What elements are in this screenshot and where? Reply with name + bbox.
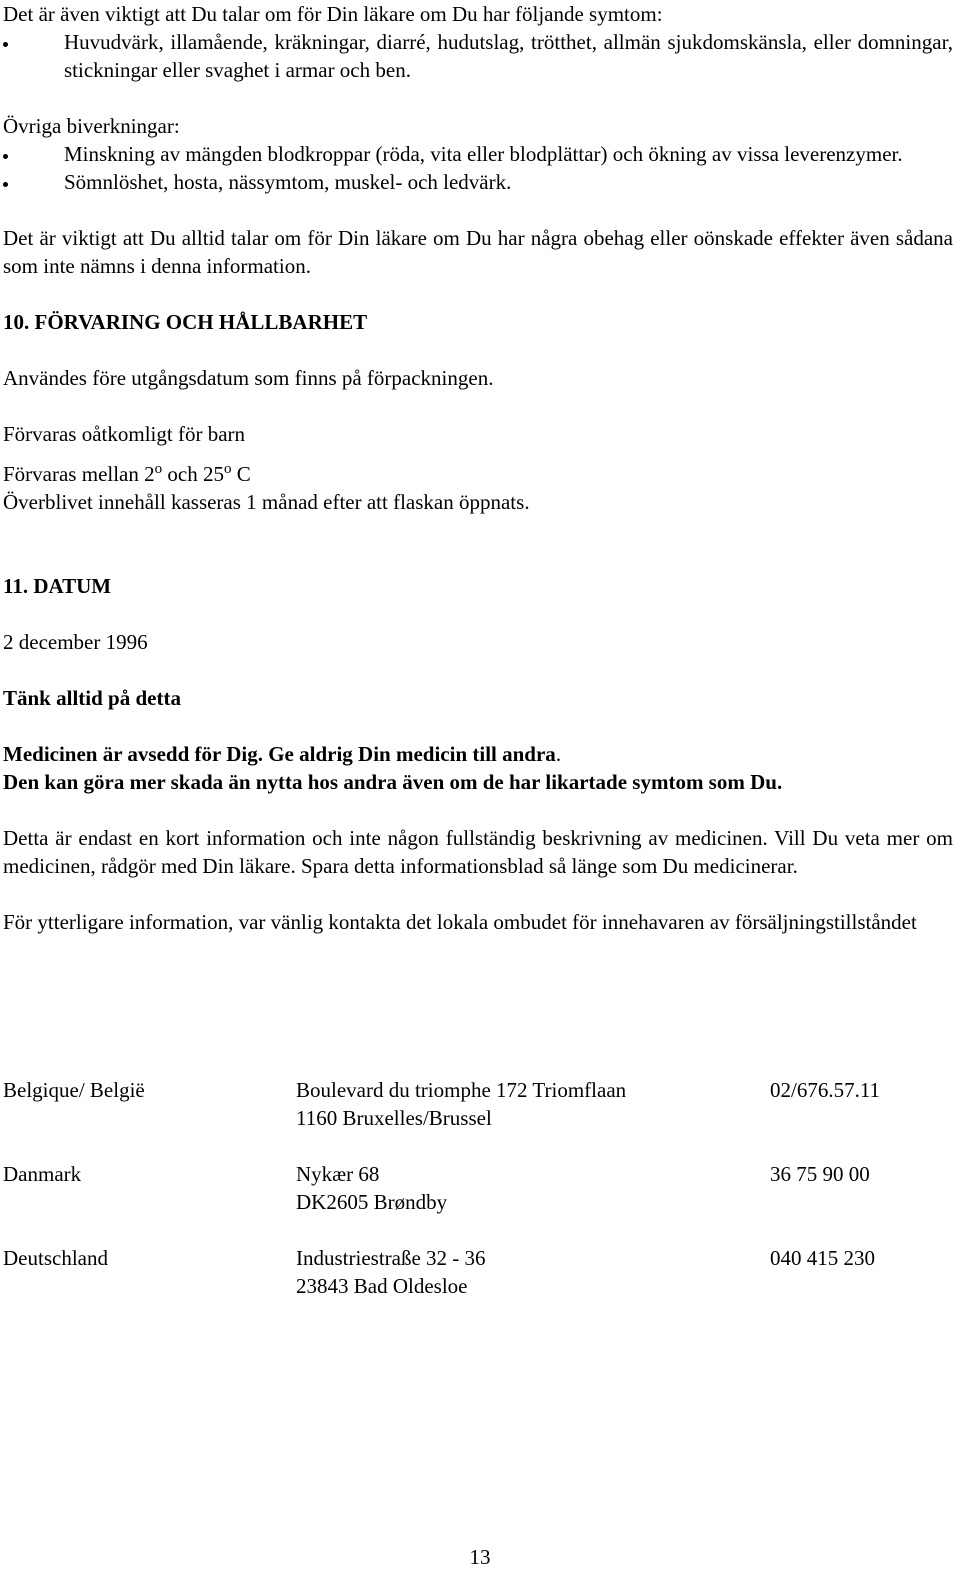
contact-country: Danmark (3, 1162, 82, 1186)
document-page (3, 0, 953, 1298)
contact-address (296, 1076, 770, 1132)
reminder-line-1 (3, 740, 953, 768)
important-note: Det är viktigt att Du alltid talar om för Din läkare om Du har några obehag eller oönskade effekter även sådana som inte nämns i denna information. (3, 226, 953, 278)
contact-row (3, 1244, 953, 1300)
contact-address-line-2: DK2605 Brøndby (296, 1190, 448, 1214)
reminder-line-1-end: . (555, 742, 562, 766)
contact-row (3, 1076, 953, 1132)
short-info-text: Detta är endast en kort information och inte någon fullständig beskrivning av medicinen. Vill Du veta mer om medicinen, rådgör med Din läkare. Spara detta informationsblad så länge som Du medicinerar. (3, 826, 953, 878)
contact-address-line-1: Industriestraße 32 - 36 (296, 1246, 486, 1270)
temperature-prefix: Förvaras mellan 2 (3, 462, 155, 486)
intro-bullet-list (3, 28, 953, 84)
contact-address-line-1: Nykær 68 (296, 1162, 380, 1186)
contact-phone: 040 415 230 (770, 1246, 875, 1270)
page-number: 13 (469, 1545, 491, 1569)
temperature-middle: och 25 (162, 462, 224, 486)
temperature-suffix: C (231, 462, 251, 486)
degree-symbol: o (154, 461, 163, 477)
contact-list (3, 1076, 953, 1300)
expiry-text: Användes före utgångsdatum som finns på förpackningen. (3, 366, 494, 390)
contact-row (3, 1160, 953, 1216)
reminder-line-2: Den kan göra mer skada än nytta hos andra även om de har likartade symtom som Du. (3, 770, 783, 794)
other-effects-item: Sömnlöshet, hosta, nässymtom, muskel- och ledvärk. (3, 168, 953, 196)
reminder-heading: Tänk alltid på detta (3, 686, 181, 710)
children-storage-text: Förvaras oåtkomligt för barn (3, 422, 246, 446)
contact-phone: 36 75 90 00 (770, 1162, 870, 1186)
temperature-text (3, 460, 953, 488)
section-10-heading: 10. FÖRVARING OCH HÅLLBARHET (3, 310, 368, 334)
date-text: 2 december 1996 (3, 630, 148, 654)
contact-address-line-1: Boulevard du triomphe 172 Triomflaan (296, 1078, 627, 1102)
contact-address (296, 1244, 770, 1300)
intro-text: Det är även viktigt att Du talar om för Din läkare om Du har följande symtom: (3, 2, 663, 26)
other-effects-item: Minskning av mängden blodkroppar (röda, vita eller blodplättar) och ökning av vissa leverenzymer. (3, 140, 953, 168)
further-info-text: För ytterligare information, var vänlig kontakta det lokala ombudet för innehavaren av försäljningstillståndet (3, 910, 917, 934)
other-effects-label: Övriga biverkningar: (3, 114, 180, 138)
contact-country: Deutschland (3, 1246, 108, 1270)
section-11-heading: 11. DATUM (3, 574, 112, 598)
intro-bullet-item: Huvudvärk, illamående, kräkningar, diarré, hudutslag, trötthet, allmän sjukdomskänsla, eller domningar, stickningar eller svaghet i armar och ben. (3, 28, 953, 84)
contact-address (296, 1160, 770, 1216)
contact-address-line-2: 1160 Bruxelles/Brussel (296, 1106, 492, 1130)
other-effects-list (3, 140, 953, 196)
degree-symbol: o (223, 461, 232, 477)
contact-country: Belgique/ België (3, 1078, 145, 1102)
contact-address-line-2: 23843 Bad Oldesloe (296, 1274, 468, 1298)
contact-phone: 02/676.57.11 (770, 1078, 881, 1102)
reminder-line-1-bold: Medicinen är avsedd för Dig. Ge aldrig Din medicin till andra (3, 742, 556, 766)
discard-text: Överblivet innehåll kasseras 1 månad efter att flaskan öppnats. (3, 490, 530, 514)
